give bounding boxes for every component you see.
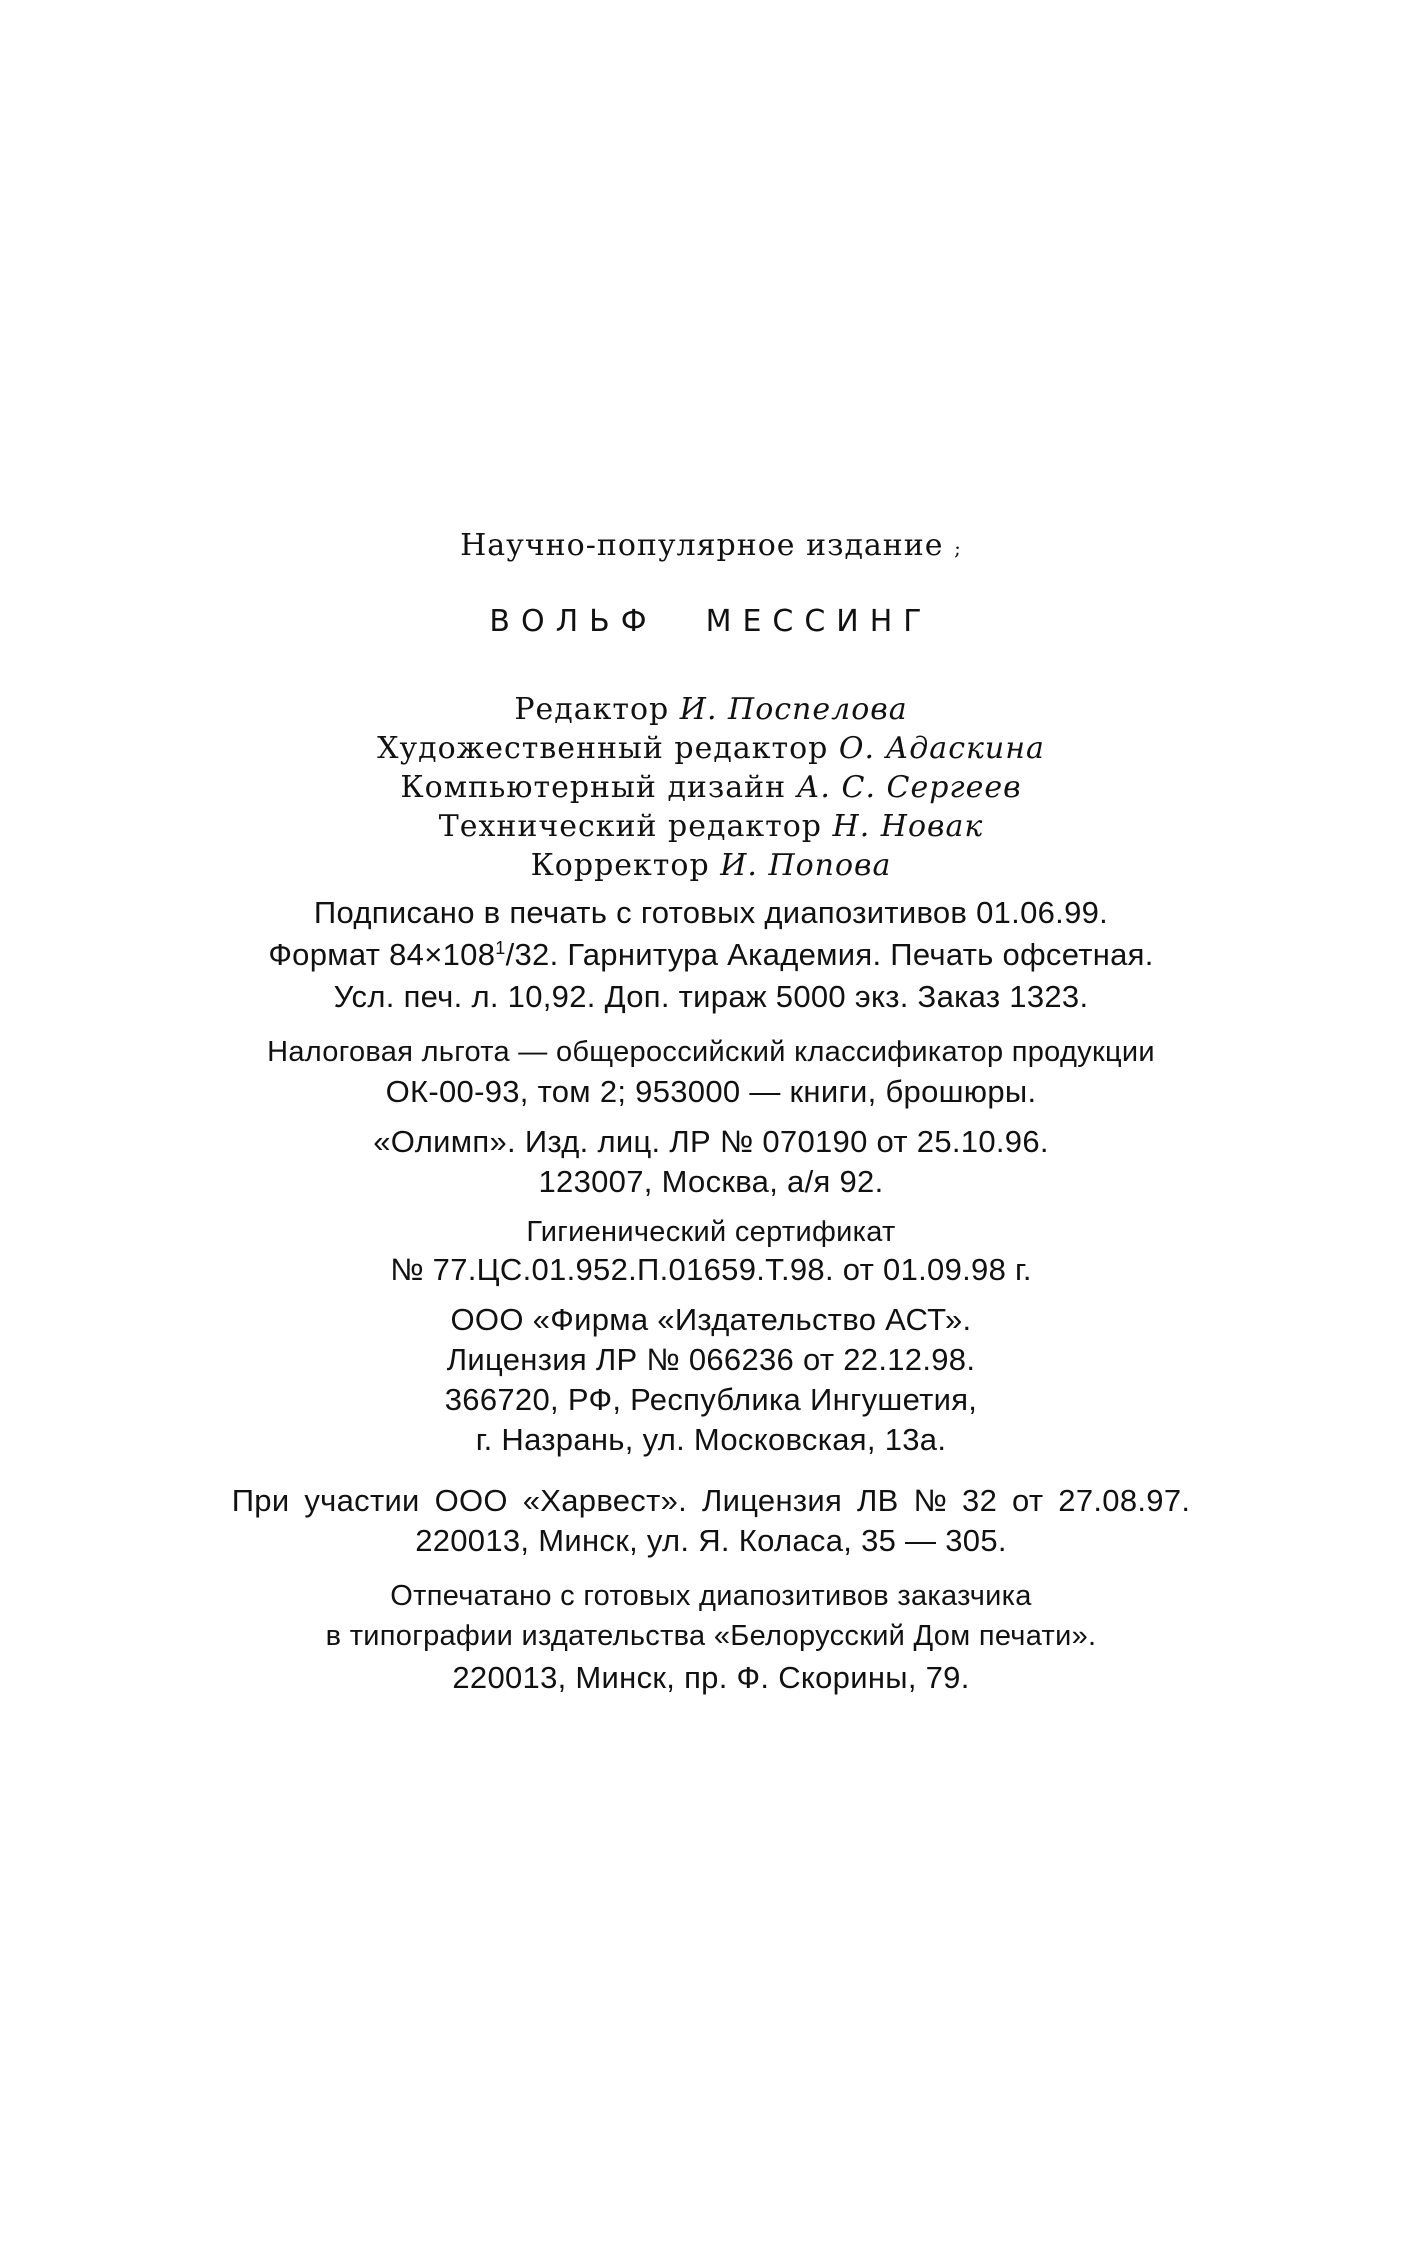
format-line: Формат $84\times 108^1/32$. Гарнитура Академия. Печать офсетная. [268,937,1154,972]
ast-line-4: г. Назрань, ул. Московская, 13а. [475,1422,947,1457]
credit-role: Корректор [530,848,710,883]
signed-line: Подписано в печать с готовых диапозитивов 01.06.99. [313,895,1109,930]
credit-line [0,809,1422,844]
edition-type-mark: ; [954,536,962,560]
printer-line-3: 220013, Минск, пр. Ф. Скорины, 79. [452,1660,970,1695]
printer-line-1: Отпечатано с готовых диапозитивов заказчика [390,1580,1032,1612]
credit-name: О. Адаскина [838,731,1045,766]
credit-line [0,770,1422,805]
credit-name: А. С. Сергеев [796,770,1022,805]
hygiene-line-1: Гигиенический сертификат [526,1216,896,1248]
book-title-word-2: МЕССИНГ [705,604,933,639]
book-title-word-1: ВОЛЬФ [489,604,658,639]
publisher-line-2: 123007, Москва, а/я 92. [538,1164,884,1199]
tax-line-1: Налоговая льгота — общероссийский классификатор продукции [267,1036,1155,1068]
harvest-line-2: 220013, Минск, ул. Я. Коласа, 35 — 305. [415,1523,1007,1558]
credit-line [0,731,1422,766]
publisher-line-1: «Олимп». Изд. лиц. ЛР № 070190 от 25.10.96. [373,1124,1049,1159]
ast-line-3: 366720, РФ, Республика Ингушетия, [444,1382,978,1417]
credit-line [0,848,1422,883]
tax-line-2: ОК-00-93, том 2; 953000 — книги, брошюры. [385,1074,1037,1109]
book-title [0,604,1422,639]
volume-line: Усл. печ. л. 10,92. Доп. тираж 5000 экз. Заказ 1323. [333,979,1089,1014]
hygiene-line-2: № 77.ЦС.01.952.П.01659.Т.98. от 01.09.98 г. [390,1252,1032,1287]
credit-name: И. Попова [720,848,892,883]
credit-role: Редактор [514,692,670,727]
edition-type-line [0,528,1422,563]
credit-role: Компьютерный дизайн [400,770,787,805]
credit-name: Н. Новак [832,809,984,844]
credit-name: И. Поспелова [679,692,908,727]
credit-role: Художественный редактор [377,731,829,766]
credit-line [0,692,1422,727]
printer-line-2: в типографии издательства «Белорусский Дом печати». [325,1620,1097,1652]
ast-line-2: Лицензия ЛР № 066236 от 22.12.98. [446,1342,976,1377]
credit-role: Технический редактор [438,809,822,844]
ast-line-1: ООО «Фирма «Издательство АСТ». [450,1302,972,1337]
harvest-line-1: При участии ООО «Харвест». Лицензия ЛВ № 32 от 27.08.97. [231,1483,1191,1518]
edition-type: Научно-популярное издание [460,528,944,563]
